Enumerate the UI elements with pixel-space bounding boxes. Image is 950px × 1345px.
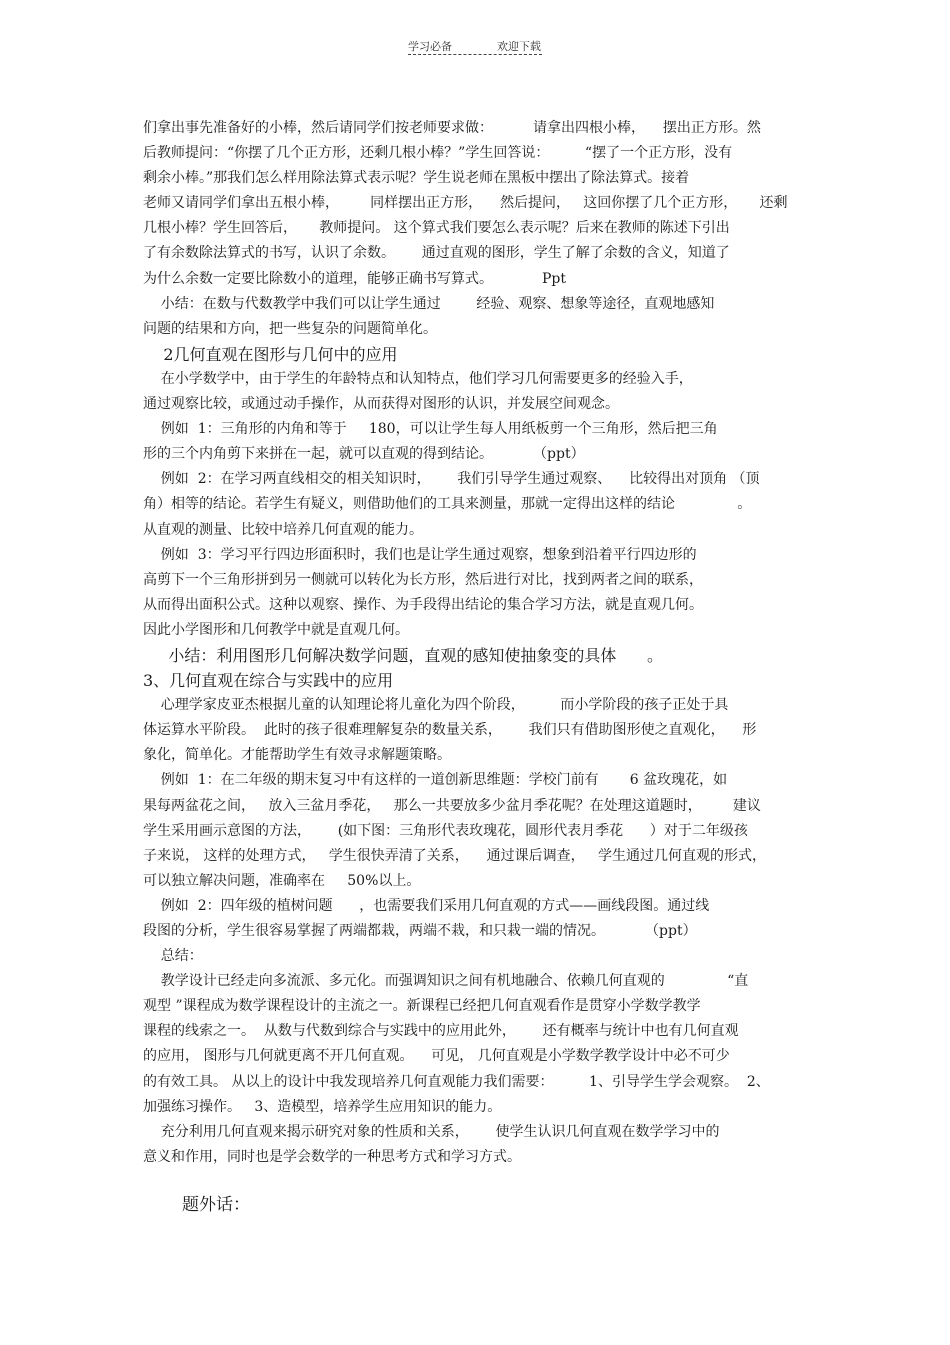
text-line: 因此小学图形和几何教学中就是直观几何。 (143, 621, 409, 638)
text-line: 例如 3：学习平行四边形面积时，我们也是让学生通过观察，想象到沿着平行四边形的 (143, 546, 697, 563)
text-line: 后教师提问：“你摆了几个正方形，还剩几根小棒？”学生回答说： “摆了一个正方形，没有 (143, 145, 733, 162)
document-body (143, 116, 808, 1170)
text-line: 总结： (143, 948, 203, 965)
text-line: 的应用， 图形与几何就更离不开几何直观。 可见， 几何直观是小学数学教学设计中必不可少 (143, 1048, 730, 1065)
text-line: 小结：在数与代数教学中我们可以让学生通过 经验、观察、想象等途径，直观地感知 (143, 295, 715, 312)
text-line: 为什么余数一定要比除数小的道理，能够正确书写算式。 Ppt (143, 270, 566, 287)
text-line: 例如 2：四年级的植树问题 ，也需要我们采用几何直观的方式——画线段图。通过线 (143, 897, 710, 914)
text-line: 形的三个内角剪下来拼在一起，就可以直观的得到结论。 （ppt） (143, 446, 585, 463)
text-line: 例如 2：在学习两直线相交的相关知识时， 我们引导学生通过观察、 比较得出对顶角 （顶 (143, 471, 760, 488)
text-line: 从而得出面积公式。这种以观察、操作、为手段得出结论的集合学习方法，就是直观几何。 (143, 596, 703, 613)
text-line: 通过观察比较，或通过动手操作，从而获得对图形的认识，并发展空间观念。 (143, 396, 619, 413)
text-line: 问题的结果和方向，把一些复杂的问题简单化。 (143, 320, 437, 337)
text-line: 3、几何直观在综合与实践中的应用 (143, 671, 394, 691)
text-line: 体运算水平阶段。 此时的孩子很难理解复杂的数量关系， 我们只有借助图形使之直观化， 形 (143, 722, 757, 739)
header-left-text: 学习必备 (408, 40, 452, 53)
text-line: 从直观的测量、比较中培养几何直观的能力。 (143, 521, 423, 538)
header-right-text: 欢迎下载 (497, 40, 541, 53)
text-line: 果每两盆花之间， 放入三盆月季花， 那么一共要放多少盆月季花呢？在处理这道题时， 建议 (143, 797, 761, 814)
text-line: 例如 1：在二年级的期末复习中有这样的一道创新思维题：学校门前有 6 盆玫瑰花，如 (143, 772, 728, 789)
text-line: 在小学数学中，由于学生的年龄特点和认知特点，他们学习几何需要更多的经验入手， (143, 370, 693, 387)
text-line: 例如 1：三角形的内角和等于 180，可以让学生每人用纸板剪一个三角形，然后把三角 (143, 421, 718, 438)
text-line: 们拿出事先准备好的小棒，然后请同学们按老师要求做： 请拿出四根小棒， 摆出正方形。然 (143, 120, 761, 136)
text-line: 了有余数除法算式的书写，认识了余数。 通过直观的图形，学生了解了余数的含义，知道了 (143, 245, 730, 262)
text-line: 几根小棒？学生回答后， 教师提问。 这个算式我们要怎么表示呢？后来在教师的陈述下引出 (143, 220, 730, 237)
closing-heading: 题外话： (182, 1195, 250, 1215)
text-line: 教学设计已经走向多流派、多元化。而强调知识之间有机地融合、依赖几何直观的 “直 (143, 973, 749, 990)
text-line: 老师又请同学们拿出五根小棒， 同样摆出正方形， 然后提问， 这回你摆了几个正方形， 还剩 (143, 195, 788, 212)
text-line: 象化，简单化。才能帮助学生有效寻求解题策略。 (143, 747, 451, 764)
text-line: 意义和作用，同时也是学会数学的一种思考方式和学习方式。 (143, 1148, 521, 1165)
text-line: 2几何直观在图形与几何中的应用 (143, 344, 398, 364)
header-divider (408, 54, 542, 55)
text-line: 充分利用几何直观来揭示研究对象的性质和关系， 使学生认识几何直观在数学学习中的 (143, 1123, 720, 1140)
text-line: 学生采用画示意图的方法， (如下图：三角形代表玫瑰花，圆形代表月季花 ）对于二年级孩 (143, 822, 748, 839)
text-line: 段图的分析，学生很容易掌握了两端都栽，两端不栽，和只栽一端的情况。 （ppt） (143, 923, 697, 939)
text-line: 小结：利用图形几何解决数学问题，直观的感知使抽象变的具体 。 (143, 645, 663, 665)
text-line: 心理学家皮亚杰根据儿童的认知理论将儿童化为四个阶段， 而小学阶段的孩子正处于具 (143, 697, 729, 714)
text-line: 子来说， 这样的处理方式， 学生很快弄清了关系， 通过课后调查， 学生通过几何直观的形式， (143, 847, 766, 864)
text-line: 剩余小棒。”那我们怎么样用除法算式表示呢？学生说老师在黑板中摆出了除法算式。接着 (143, 170, 690, 187)
text-line: 角）相等的结论。若学生有疑义，则借助他们的工具来测量，那就一定得出这样的结论 。 (143, 496, 752, 513)
text-line: 课程的线索之一。 从数与代数到综合与实践中的应用此外， 还有概率与统计中也有几何直观 (143, 1023, 739, 1040)
text-line: 观型 ”课程成为数学课程设计的主流之一。新课程已经把几何直观看作是贯穿小学数学教学 (143, 998, 701, 1015)
text-line: 的有效工具。 从以上的设计中我发现培养几何直观能力我们需要： 1、引导学生学会观察。 2、 (143, 1073, 770, 1090)
text-line: 加强练习操作。 3、造模型，培养学生应用知识的能力。 (143, 1098, 502, 1115)
text-line: 高剪下一个三角形拼到另一侧就可以转化为长方形，然后进行对比，找到两者之间的联系， (143, 571, 703, 588)
text-line: 可以独立解决问题，准确率在 50%以上。 (143, 872, 421, 889)
